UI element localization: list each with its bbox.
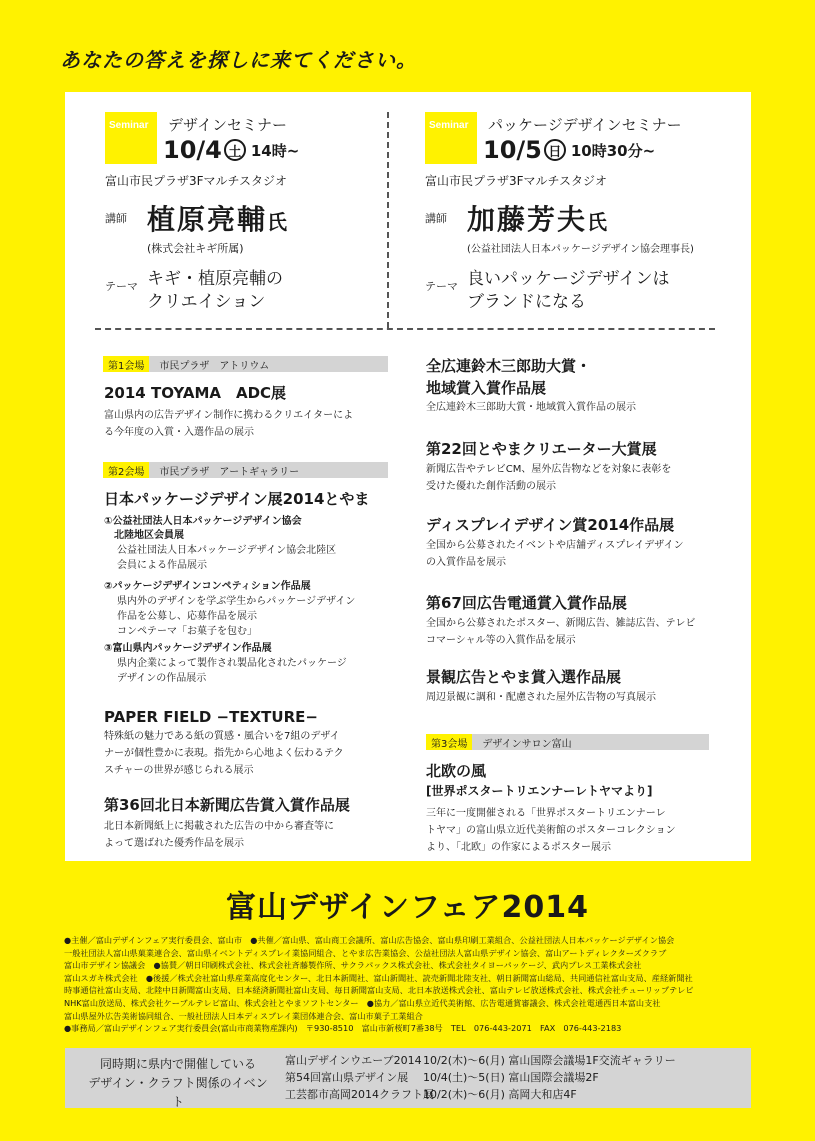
exhibit-desc (104, 407, 353, 441)
exhibit-package-3 (104, 642, 347, 686)
event-venue: 高岡大和店4F (508, 1088, 577, 1101)
desc-line: スチャーの世界が感じられる展示 (104, 765, 254, 776)
seminar-venue: 富山市民プラザ3Fマルチスタジオ (425, 174, 608, 188)
exhibit-title: PAPER FIELD −TEXTURE− (104, 708, 318, 726)
desc-line: より、「北欧」の作家によるポスター展示 (426, 842, 611, 853)
seminar-badge: Seminar (105, 112, 157, 164)
credit-line: 富山県屋外広告美術協同組合、一般社団法人日本ディスプレイ業団体連合会、富山市菓子工業組合 (64, 1010, 423, 1021)
desc-line: コンペテーマ「お菓子を包む」 (117, 626, 257, 637)
seminar-date-value: 10/4 (163, 136, 222, 164)
lecturer-name-text: 植原亮輔 (147, 203, 268, 236)
exhibit-display-design (426, 514, 684, 571)
venue-bar-2 (103, 462, 388, 478)
related-events-box (65, 1048, 751, 1108)
theme-line: キギ・植原亮輔の (147, 269, 283, 289)
event-date: 10/2(木)〜6(月) (423, 1054, 505, 1067)
weekday-circle: 土 (224, 139, 246, 161)
desc-line: 受けた優れた創作活動の展示 (426, 481, 556, 492)
venue-number: 第1会場 (103, 356, 149, 372)
exhibit-title: 日本パッケージデザイン展2014とやま (104, 490, 370, 508)
exhibit-newspaper-award (104, 794, 350, 852)
exhibit-dentsu-award (426, 592, 695, 649)
exhibit-desc: 全広連鈴木三郎助大賞・地域賞入賞作品の展示 (426, 402, 636, 413)
venue-bar-3 (426, 734, 709, 750)
seminar-venue: 富山市民プラザ3Fマルチスタジオ (105, 174, 288, 188)
credit-line: ●主催／富山デザインフェア実行委員会、富山市 ●共催／富山県、富山商工会議所、富山広告協会、富山県印刷工業組合、公益社団法人日本パッケージデザイン協会 (64, 935, 675, 945)
exhibit-suzuki-award (426, 355, 636, 416)
event-name: 富山デザインウエーブ2014 (285, 1054, 422, 1067)
desc-line: デザインの作品展示 (117, 673, 207, 684)
theme-label: テーマ (425, 280, 458, 293)
desc-line: 北日本新聞紙上に掲載された広告の中から審査等に (104, 821, 334, 832)
exhibit-title: 第36回北日本新聞広告賞入賞作品展 (104, 796, 350, 814)
exhibit-creator-award (426, 438, 671, 495)
desc-line: の入賞作品を展示 (426, 557, 506, 568)
theme-line: 良いパッケージデザインは (467, 269, 670, 289)
organizer-credits (64, 934, 754, 1035)
lecturer-label: 講師 (425, 212, 447, 225)
sub-exhibit-title (104, 515, 336, 543)
seminar-divider-vertical (387, 112, 389, 328)
venue-name: 市民プラザ アートギャラリー (159, 466, 300, 478)
weekday-circle: 日 (544, 139, 566, 161)
seminar-date-value: 10/5 (483, 136, 542, 164)
desc-line: 県内企業によって製作され製品化されたパッケージ (117, 658, 347, 669)
event-row (285, 1052, 676, 1068)
desc-line: 三年に一度開催される「世界ポスタートリエンナーレ (426, 808, 666, 819)
event-date: 10/4(土)〜5(日) (423, 1071, 505, 1084)
exhibit-title (426, 355, 636, 399)
sub-exhibit-title: ③富山県内パッケージデザイン作品展 (104, 643, 272, 654)
event-date: 10/2(木)〜6(月) (423, 1088, 505, 1101)
credit-line: 一般社団法人富山県菓業連合会、富山県イベントディスプレイ業協同組合、とやま広告業協会、公益社団法人富山県デザイン協会、富山アートディレクターズクラブ (64, 947, 667, 958)
desc-line: る今年度の入賞・入選作品の展示 (104, 427, 254, 438)
desc-line: コマーシャル等の入賞作品を展示 (426, 635, 576, 646)
tagline: あなたの答えを探しに来てください。 (60, 48, 417, 72)
exhibit-landscape-award (426, 666, 656, 706)
exhibit-title: 2014 TOYAMA ADC展 (104, 384, 287, 402)
theme-label: テーマ (105, 280, 138, 293)
exhibit-adc (104, 382, 353, 441)
event-name: 第54回富山県デザイン展 (285, 1071, 409, 1084)
event-schedule (423, 1086, 577, 1102)
desc-line: トヤマ」の富山県立近代美術館のポスターコレクション (426, 825, 676, 836)
seminar-theme (467, 268, 669, 314)
venue-name: デザインサロン富山 (482, 738, 572, 750)
exhibit-title: 第22回とやまクリエーター大賞展 (426, 440, 657, 458)
venue-name: 市民プラザ アトリウム (159, 360, 270, 372)
event-schedule (423, 1069, 599, 1085)
seminar-title: パッケージデザインセミナー (488, 116, 682, 134)
seminar-title: デザインセミナー (168, 116, 287, 134)
theme-line: ブランドになる (467, 292, 586, 312)
desc-line: 県内外のデザインを学ぶ学生からパッケージデザイン (117, 596, 356, 607)
title-line: 北陸地区会員展 (104, 530, 184, 541)
exhibit-desc (426, 537, 684, 571)
lecturer-affiliation: (公益社団法人日本パッケージデザイン協会理事長) (467, 244, 694, 255)
exhibit-desc (104, 543, 336, 573)
exhibit-desc: 周辺景観に調和・配慮された屋外広告物の写真展示 (426, 692, 656, 703)
event-name: 工芸都市高岡2014クラフト展 (285, 1088, 434, 1101)
desc-line: 作品を公募し、応募作品を展示 (117, 611, 257, 622)
fair-title: 富山デザインフェア2014 (226, 890, 589, 925)
desc-line: 会員による作品展示 (117, 560, 207, 571)
exhibit-package (104, 488, 369, 509)
exhibit-nordic-wind (426, 760, 676, 856)
exhibit-desc (426, 615, 695, 649)
label-line: 同時期に県内で開催している (99, 1057, 256, 1071)
desc-line: 新聞広告やテレビCM、屋外広告物などを対象に表彰を (426, 464, 672, 475)
lecturer-honorific: 氏 (267, 210, 290, 234)
event-row (285, 1086, 577, 1102)
desc-line: 特殊紙の魅力である紙の質感・風合いを7組のデザイ (104, 731, 340, 742)
seminar-date (163, 136, 299, 164)
seminar-divider-horizontal (95, 328, 715, 330)
desc-line: 富山県内の広告デザイン制作に携わるクリエイターによ (104, 410, 354, 421)
desc-line: 全国から公募されたポスター、新聞広告、雑誌広告、テレビ (426, 618, 696, 629)
credit-line: NHK富山放送局、株式会社ケーブルテレビ富山、株式会社とやまソフトセンター ●協力／富山県立近代美術館、広告電通賞審議会、株式会社電通西日本富山支社 (64, 997, 661, 1008)
seminar-time: 10時30分~ (570, 141, 656, 160)
credit-line: ●事務局／富山デザインフェア実行委員会(富山市商業物産課内) 〒930-8510 富山市新桜町7番38号 TEL 076-443-2071 FAX 076-443-2183 (64, 1023, 622, 1034)
exhibit-title: ディスプレイデザイン賞2014作品展 (426, 516, 675, 534)
seminar-badge: Seminar (425, 112, 477, 164)
exhibit-desc (426, 805, 676, 856)
event-venue: 富山国際会議場2F (508, 1071, 599, 1084)
exhibit-package-1 (104, 515, 336, 573)
related-events-label (83, 1055, 273, 1112)
credit-line: 富山スガキ株式会社 ●後援／株式会社富山県産業高度化センター、北日本新聞社、富山新聞社、読売新聞北陸支社、朝日新聞富山総局、共同通信社富山支局、産経新聞社 (64, 972, 693, 983)
exhibit-paper-field (104, 708, 344, 779)
exhibit-title: 第67回広告電通賞入賞作品展 (426, 594, 627, 612)
desc-line: ナーが個性豊かに表現。指先から心地よく伝わるテク (104, 748, 344, 759)
exhibit-desc (104, 656, 347, 686)
desc-line: よって選ばれた優秀作品を展示 (104, 838, 244, 849)
exhibit-title: 北欧の風 (426, 762, 487, 780)
lecturer-name (467, 198, 609, 238)
exhibit-desc (104, 728, 344, 779)
seminar-date (483, 136, 655, 164)
venue-bar-1 (103, 356, 388, 372)
venue-number: 第3会場 (426, 734, 472, 750)
label-line: デザイン・クラフト関係のイベント (88, 1076, 268, 1109)
lecturer-honorific: 氏 (587, 210, 610, 234)
exhibit-desc (104, 594, 355, 639)
theme-line: クリエイション (147, 292, 266, 312)
exhibit-title: 景観広告とやま賞入選作品展 (426, 668, 622, 686)
exhibit-desc (104, 818, 350, 852)
seminar-time: 14時~ (250, 141, 300, 160)
exhibit-package-2 (104, 580, 355, 639)
desc-line: 公益社団法人日本パッケージデザイン協会北陸区 (117, 545, 337, 556)
lecturer-affiliation: (株式会社キギ所属) (147, 242, 244, 255)
seminar-theme (147, 268, 283, 314)
desc-line: 全国から公募されたイベントや店舗ディスプレイデザイン (426, 540, 684, 551)
credit-line: 時事通信社富山支局、北陸中日新聞富山支局、日本経済新聞社富山支局、毎日新聞富山支局、北日本放送株式会社、富山テレビ放送株式会社、株式会社チューリップテレビ (64, 985, 694, 996)
title-line: ①公益社団法人日本パッケージデザイン協会 (104, 516, 302, 527)
event-schedule (423, 1052, 676, 1068)
title-line: 地域賞入賞作品展 (426, 379, 547, 397)
credit-line: 富山市デザイン協議会 ●協賛／朝日印刷株式会社、株式会社斉藤製作所、サクラパックス株式会社、株式会社タイヨーパッケージ、武内プレス工業株式会社 (64, 960, 642, 971)
event-row (285, 1069, 599, 1085)
exhibit-subtitle: [世界ポスタートリエンナーレトヤマより] (426, 784, 653, 798)
sub-exhibit-title: ②パッケージデザインコンペティション作品展 (104, 581, 311, 592)
lecturer-name (147, 198, 289, 238)
exhibit-desc (426, 461, 671, 495)
event-venue: 富山国際会議場1F交流ギャラリー (508, 1054, 676, 1067)
venue-number: 第2会場 (103, 462, 149, 478)
lecturer-label: 講師 (105, 212, 127, 225)
lecturer-name-text: 加藤芳夫 (467, 203, 588, 236)
title-line: 全広連鈴木三郎助大賞・ (426, 357, 592, 375)
